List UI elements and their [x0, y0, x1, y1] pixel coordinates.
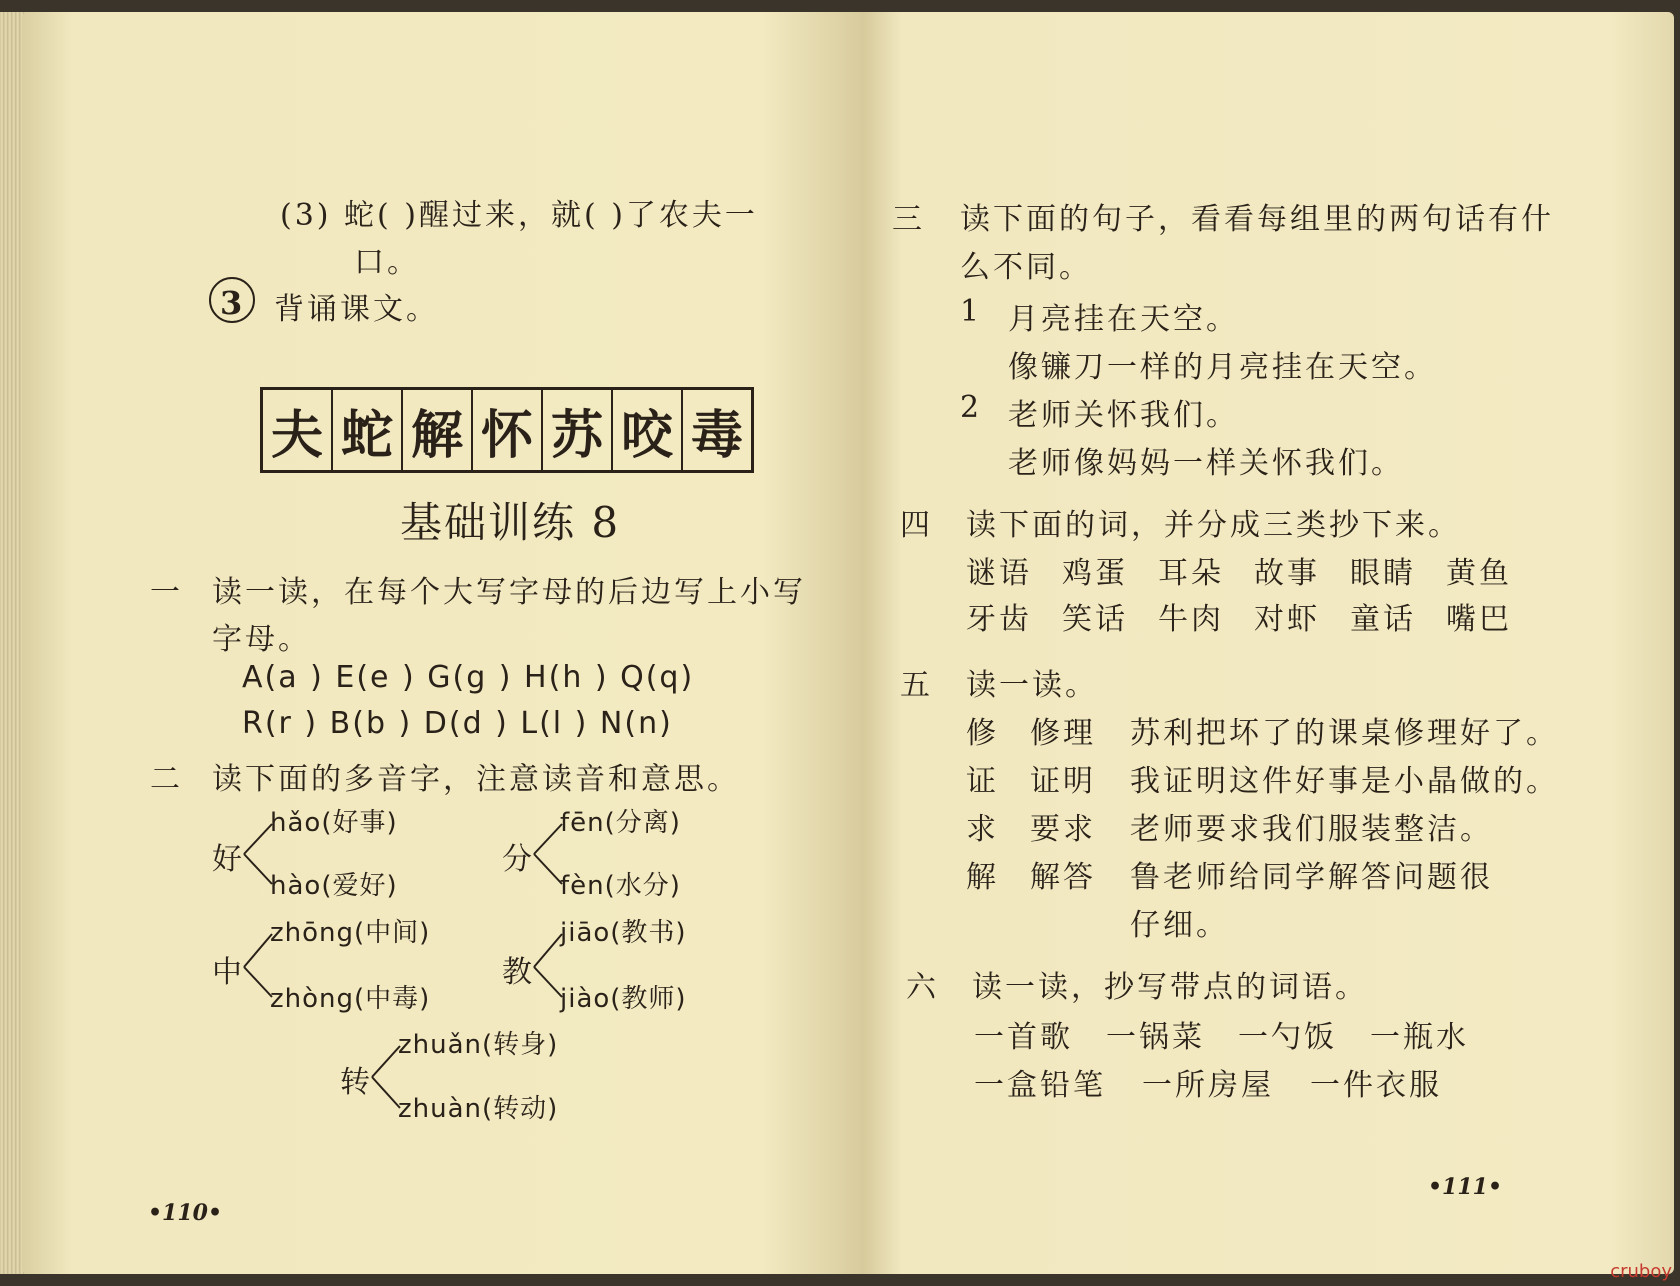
s6-word: 一所房屋 — [1142, 1068, 1274, 1103]
box-char: 解 — [403, 390, 473, 470]
poly-reading: hào(爱好) — [270, 871, 398, 901]
s1-number: 一 — [150, 575, 183, 610]
s3-line1: 读下面的句子，看看每组里的两句话有什 — [960, 202, 1554, 237]
s3-item-number: 2 — [960, 390, 983, 425]
s6-number: 六 — [906, 970, 939, 1005]
poly-char: 转 — [340, 1065, 373, 1100]
box-char: 怀 — [473, 390, 543, 470]
s3-item-a: 老师关怀我们。 — [1008, 398, 1239, 433]
poly-reading: jiào(教师) — [560, 984, 687, 1014]
poly-reading: fēn(分离) — [560, 808, 681, 838]
poly-reading: zhuàn(转动) — [398, 1094, 559, 1124]
s4-word: 笑话 — [1062, 602, 1128, 637]
poly-char: 中 — [212, 955, 245, 990]
page-number: •110• — [148, 1200, 223, 1226]
poly-reading: fèn(水分) — [560, 871, 681, 901]
right-page — [862, 12, 1674, 1274]
box-char: 咬 — [613, 390, 683, 470]
poly-reading: hǎo(好事) — [270, 808, 398, 838]
s4-word: 眼睛 — [1350, 556, 1416, 591]
s5-sentence: 鲁老师给同学解答问题很 — [1130, 860, 1493, 895]
s5-char: 修 — [966, 716, 999, 751]
s4-word: 鸡蛋 — [1062, 556, 1128, 591]
s5-word: 要求 — [1030, 812, 1096, 847]
poly-reading: zhōng(中间) — [270, 918, 431, 948]
s5-number: 五 — [900, 668, 933, 703]
s5-sentence: 我证明这件好事是小晶做的。 — [1130, 764, 1559, 799]
s5-word: 解答 — [1030, 860, 1096, 895]
s4-number: 四 — [900, 508, 933, 543]
s5-continuation: 仔细。 — [1130, 908, 1229, 943]
s5-text: 读一读。 — [966, 668, 1098, 703]
s6-word: 一盒铅笔 — [974, 1068, 1106, 1103]
s6-text: 读一读，抄写带点的词语。 — [972, 970, 1368, 1005]
s4-word: 牛肉 — [1158, 602, 1224, 637]
s2-number: 二 — [150, 762, 183, 797]
s4-word: 嘴巴 — [1446, 602, 1512, 637]
page-number: •111• — [1428, 1174, 1503, 1200]
q3-line2: 口。 — [354, 245, 420, 280]
s3-number: 三 — [892, 202, 925, 237]
poly-char: 分 — [502, 842, 535, 877]
box-char: 夫 — [263, 390, 333, 470]
item3-number: 3 — [220, 284, 243, 322]
left-page — [22, 12, 862, 1274]
s4-word: 谜语 — [966, 556, 1032, 591]
s5-word: 修理 — [1030, 716, 1096, 751]
s3-line2: 么不同。 — [960, 250, 1092, 285]
s1-line1: 读一读，在每个大写字母的后边写上小写 — [212, 575, 806, 610]
s5-sentence: 老师要求我们服装整洁。 — [1130, 812, 1493, 847]
box-char: 毒 — [690, 404, 743, 466]
section-heading: 基础训练 8 — [400, 498, 621, 547]
s3-item-b: 像镰刀一样的月亮挂在天空。 — [1008, 350, 1437, 385]
s6-word: 一勺饭 — [1238, 1020, 1337, 1055]
s3-item-number: 1 — [960, 294, 983, 329]
s4-word: 耳朵 — [1158, 556, 1224, 591]
s4-word: 童话 — [1350, 602, 1416, 637]
s4-word: 牙齿 — [966, 602, 1032, 637]
s6-word: 一件衣服 — [1310, 1068, 1442, 1103]
s2-text: 读下面的多音字，注意读音和意思。 — [212, 762, 740, 797]
watermark: cruboy — [1610, 1261, 1672, 1282]
s6-word: 一锅菜 — [1106, 1020, 1205, 1055]
s1-line2: 字母。 — [212, 622, 311, 657]
q3-line1: (3) 蛇( )醒过来，就( )了农夫一 — [280, 198, 758, 233]
s5-char: 解 — [966, 860, 999, 895]
poly-reading: zhòng(中毒) — [270, 984, 431, 1014]
item3-text: 背诵课文。 — [274, 292, 439, 327]
box-char: 蛇 — [333, 390, 403, 470]
letters-row2: R(r ) B(b ) D(d ) L(l ) N(n) — [242, 706, 673, 741]
s3-item-a: 月亮挂在天空。 — [1008, 302, 1239, 337]
s4-word: 黄鱼 — [1446, 556, 1512, 591]
s4-word: 故事 — [1254, 556, 1320, 591]
poly-reading: jiāo(教书) — [560, 918, 687, 948]
s3-item-b: 老师像妈妈一样关怀我们。 — [1008, 446, 1404, 481]
s4-word: 对虾 — [1254, 602, 1320, 637]
bracket-lines — [22, 12, 862, 1274]
s4-text: 读下面的词，并分成三类抄下来。 — [966, 508, 1461, 543]
s5-sentence: 苏利把坏了的课桌修理好了。 — [1130, 716, 1559, 751]
s6-word: 一首歌 — [974, 1020, 1073, 1055]
s5-char: 求 — [966, 812, 999, 847]
s6-word: 一瓶水 — [1370, 1020, 1469, 1055]
s5-char: 证 — [966, 764, 999, 799]
poly-char: 好 — [212, 842, 245, 877]
letters-row1: A(a ) E(e ) G(g ) H(h ) Q(q) — [242, 660, 695, 695]
s5-word: 证明 — [1030, 764, 1096, 799]
poly-char: 教 — [502, 955, 535, 990]
box-char: 苏 — [543, 390, 613, 470]
poly-reading: zhuǎn(转身) — [398, 1030, 559, 1060]
